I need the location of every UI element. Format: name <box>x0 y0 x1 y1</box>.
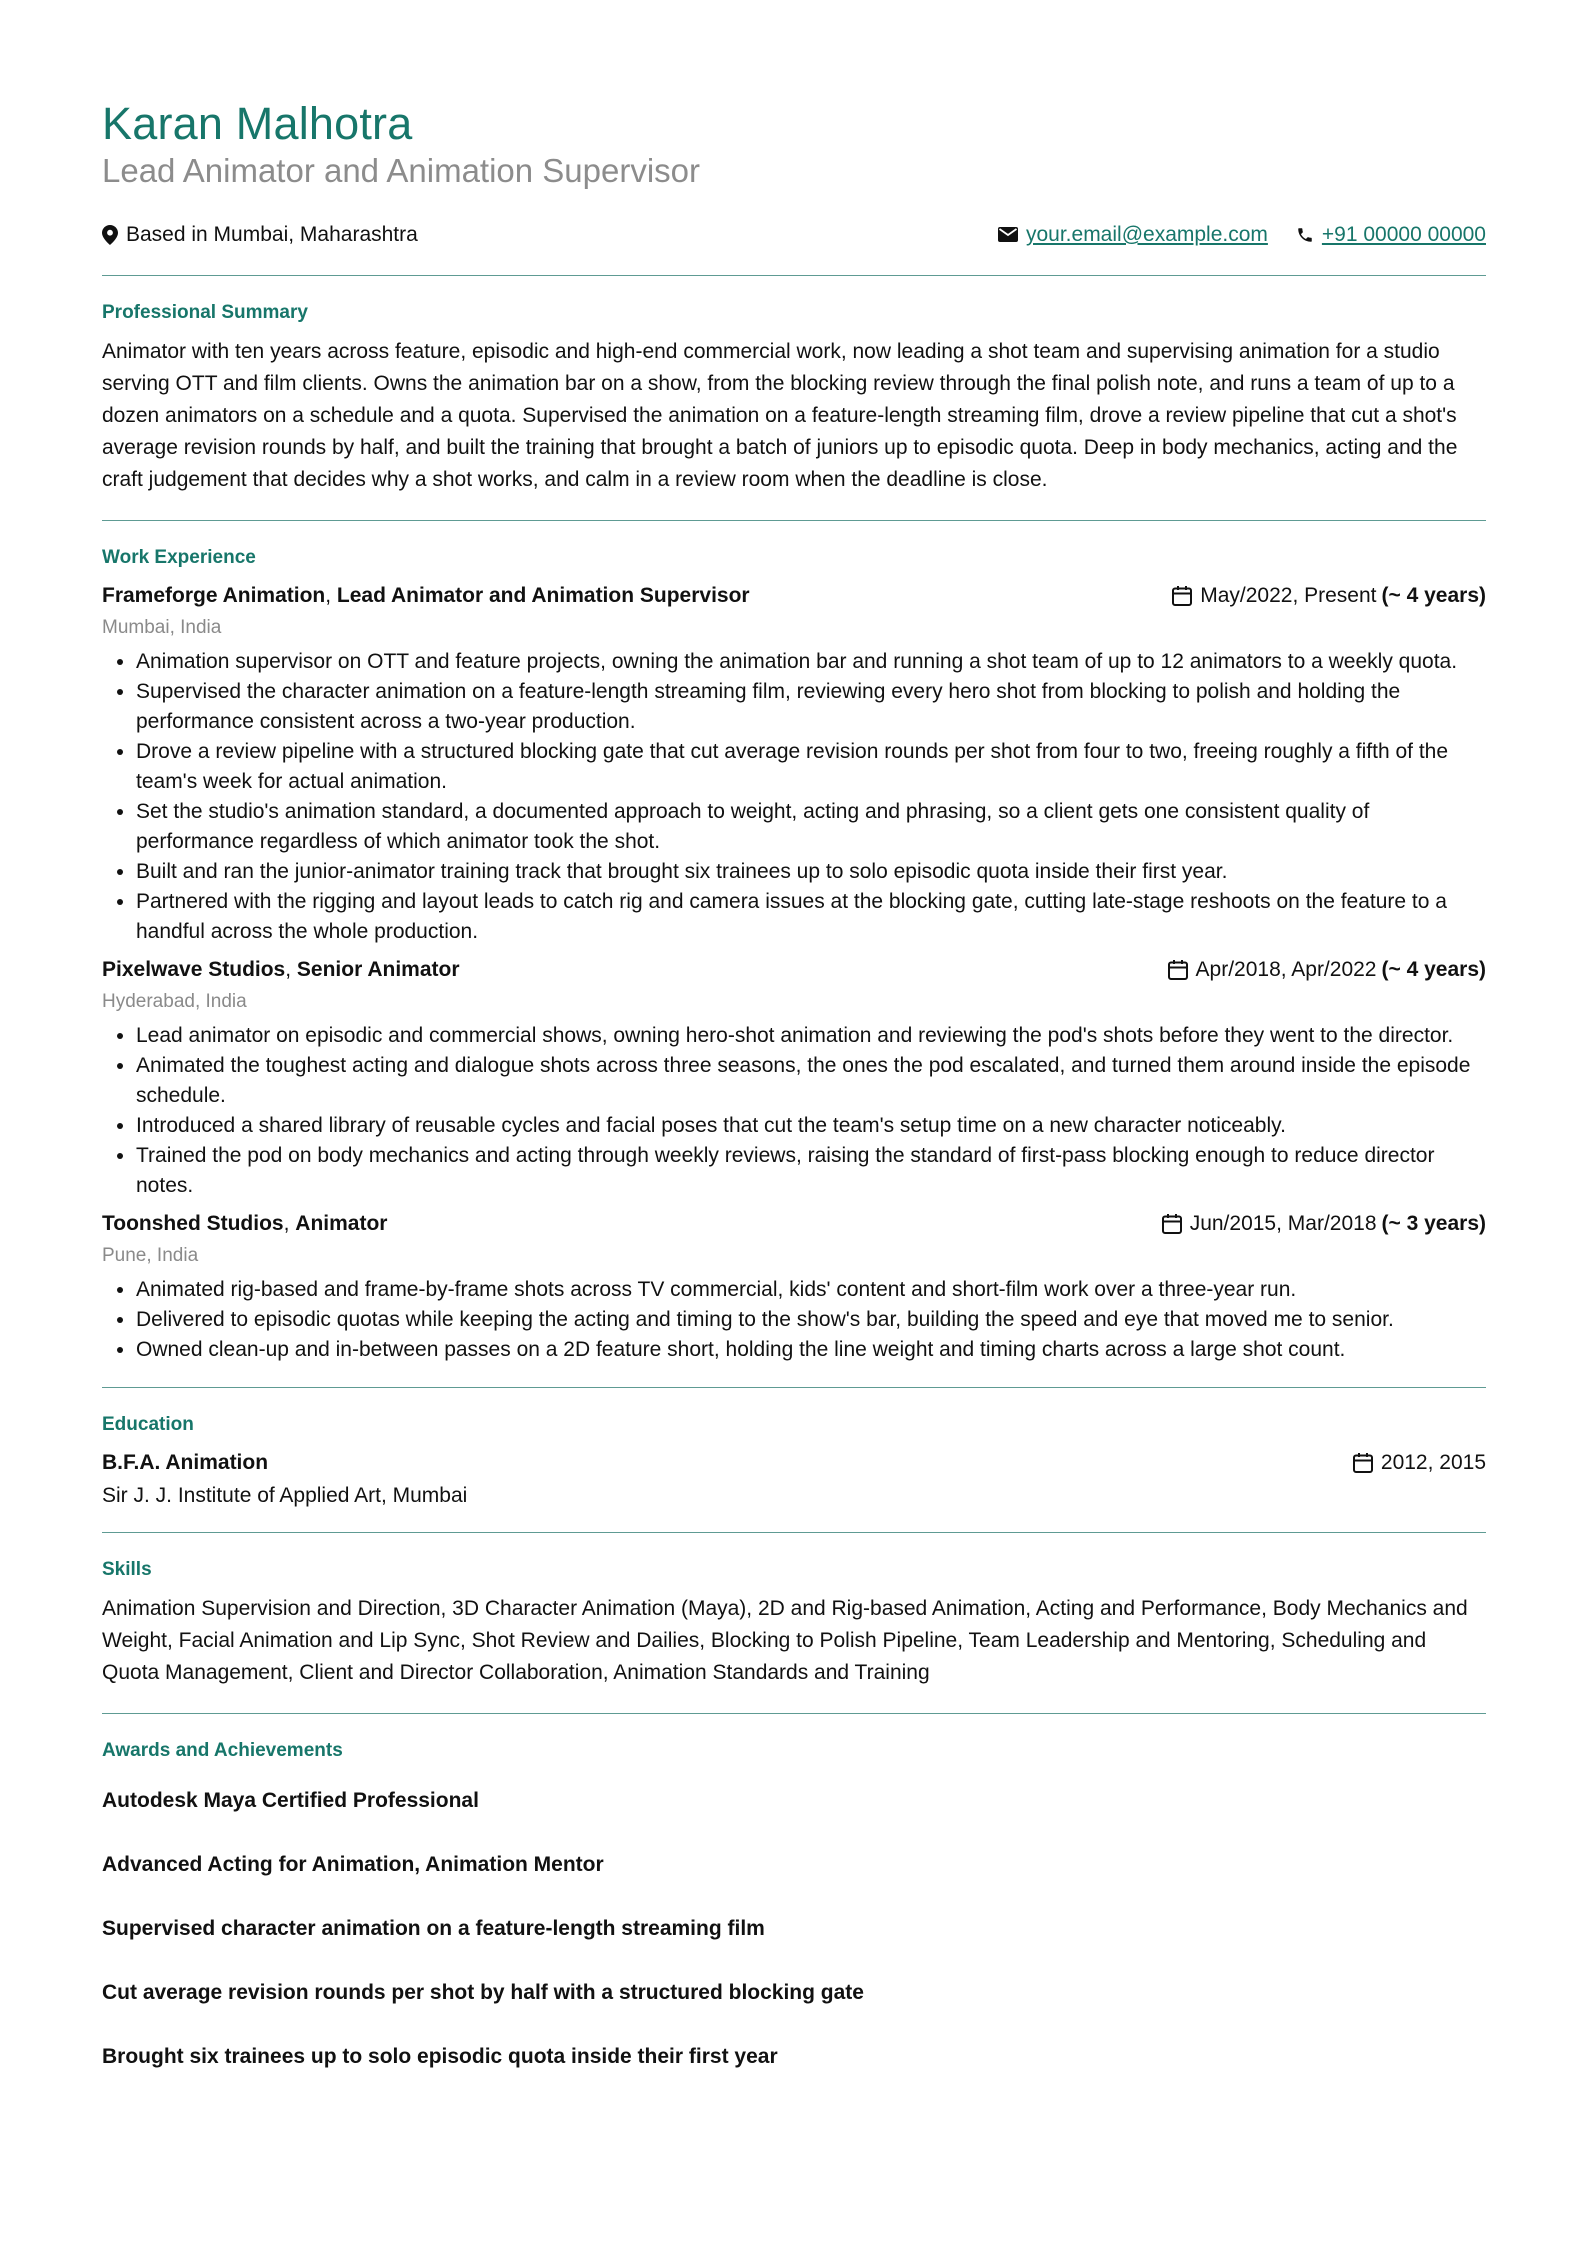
calendar-icon <box>1160 1212 1184 1236</box>
mail-icon <box>998 227 1018 242</box>
skills-text: Animation Supervision and Direction, 3D Character Animation (Maya), 2D and Rig-based Animation, Acting and Performance, Body Mechanics and Weight, Facial Animation and Lip Sync, Shot Review and Dailies, Blocking to Polish Pipeline, Team Leadership and Mentoring, Scheduling and Quota Management, Client and Director Collaboration, Animation Standards and Training <box>102 1596 1468 1684</box>
job-heading: Pixelwave Studios, Senior Animator <box>102 957 460 981</box>
list-item: • Drove a review pipeline with a structured blocking gate that cut average revision rounds per shot from four to two, freeing roughly a fifth of the team's week for actual animation. <box>136 737 1486 797</box>
phone-item <box>1296 223 1486 247</box>
experience-section <box>102 521 1486 1387</box>
job-heading: Toonshed Studios, Animator <box>102 1211 388 1235</box>
location-text: Based in Mumbai, Maharashtra <box>126 222 418 246</box>
job-location: Pune, India <box>102 1244 199 1266</box>
location-item <box>102 223 418 247</box>
company-name: Toonshed Studios <box>102 1211 284 1235</box>
list-item: • Trained the pod on body mechanics and acting through weekly reviews, raising the standard of first-pass blocking enough to reduce director notes. <box>136 1141 1486 1201</box>
calendar-icon <box>1166 958 1190 982</box>
date-range: Jun/2015, Mar/2018 <box>1189 1211 1377 1235</box>
degree: B.F.A. Animation <box>102 1450 269 1474</box>
job-dates <box>1170 584 1486 608</box>
skills-section <box>102 1533 1486 1713</box>
job-role: Senior Animator <box>296 957 460 981</box>
email-item <box>998 223 1268 247</box>
phone-icon <box>1296 226 1314 244</box>
calendar-icon <box>1170 584 1194 608</box>
date-range: 2012, 2015 <box>1380 1450 1486 1474</box>
job-location: Mumbai, India <box>102 616 222 638</box>
job-entry <box>102 955 1486 1201</box>
list-item: • Supervised the character animation on a feature-length streaming film, reviewing every hero shot from blocking to polish and holding the performance consistent across a two-year production. <box>136 677 1486 737</box>
job-heading: Frameforge Animation, Lead Animator and Animation Supervisor <box>102 583 750 607</box>
job-entry <box>102 581 1486 947</box>
job-role: Lead Animator and Animation Supervisor <box>336 583 750 607</box>
list-item: • Set the studio's animation standard, a documented approach to weight, acting and phrasing, so a client gets one consistent quality of performance regardless of which animator took the shot. <box>136 797 1486 857</box>
list-item: • Delivered to episodic quotas while keeping the acting and timing to the show's bar, building the speed and eye that moved me to senior. <box>136 1305 1486 1335</box>
phone-link[interactable]: +91 00000 00000 <box>1321 222 1486 246</box>
date-range: May/2022, Present <box>1200 583 1377 607</box>
list-item: • Introduced a shared library of reusable cycles and facial poses that cut the team's setup time on a new character noticeably. <box>136 1111 1486 1141</box>
section-title: Work Experience <box>102 546 256 568</box>
section-title: Skills <box>102 1558 152 1580</box>
company-name: Frameforge Animation <box>102 583 326 607</box>
list-item: • Partnered with the rigging and layout leads to catch rig and camera issues at the blocking gate, cutting late-stage reshoots on the feature to a handful across the whole production. <box>136 887 1486 947</box>
section-title: Awards and Achievements <box>102 1739 343 1761</box>
summary-section <box>102 276 1486 520</box>
candidate-name: Karan Malhotra <box>102 98 413 149</box>
school-name: Sir J. J. Institute of Applied Art, Mumbai <box>102 1483 468 1507</box>
summary-text: Animator with ten years across feature, episodic and high-end commercial work, now leading a shot team and supervising animation for a studio serving OTT and film clients. Owns the animation bar on a show, from the blocking review through the final polish note, and runs a team of up to a dozen animators on a schedule and a quota. Supervised the animation on a feature-length streaming film, drove a review pipeline that cut a shot's average revision rounds by half, and built the training that brought a batch of juniors up to episodic quota. Deep in body mechanics, acting and the craft judgement that decides why a shot works, and calm in a review room when the deadline is close. <box>102 339 1458 491</box>
company-name: Pixelwave Studios <box>102 957 286 981</box>
list-item: • Built and ran the junior-animator training track that brought six trainees up to solo episodic quota inside their first year. <box>136 857 1486 887</box>
list-item: • Animated the toughest acting and dialogue shots across three seasons, the ones the pod escalated, and turned them around inside the episode schedule. <box>136 1051 1486 1111</box>
education-section <box>102 1388 1486 1532</box>
award-item: Supervised character animation on a feature-length streaming film <box>102 1916 765 1940</box>
list-item: • Animated rig-based and frame-by-frame shots across TV commercial, kids' content and short-film work over a three-year run. <box>136 1275 1486 1305</box>
job-dates <box>1160 1212 1486 1236</box>
award-item: Autodesk Maya Certified Professional <box>102 1788 479 1812</box>
list-item: • Animation supervisor on OTT and feature projects, owning the animation bar and running a shot team of up to 12 animators to a weekly quota. <box>136 647 1486 677</box>
awards-section <box>102 1714 1486 2132</box>
job-bullets <box>102 1275 1486 1365</box>
section-title: Education <box>102 1413 194 1435</box>
job-bullets <box>102 647 1486 947</box>
list-item: • Owned clean-up and in-between passes on a 2D feature short, holding the line weight and timing charts across a large shot count. <box>136 1335 1486 1365</box>
award-item: Advanced Acting for Animation, Animation Mentor <box>102 1852 604 1876</box>
date-range: Apr/2018, Apr/2022 <box>1195 957 1377 981</box>
job-role: Animator <box>295 1211 388 1235</box>
candidate-title: Lead Animator and Animation Supervisor <box>102 152 701 190</box>
job-entry <box>102 1209 1486 1365</box>
job-location: Hyderabad, India <box>102 990 247 1012</box>
duration: (~ 4 years) <box>1381 957 1486 981</box>
email-link[interactable]: your.email@example.com <box>1025 222 1268 246</box>
education-dates <box>1351 1451 1486 1475</box>
job-dates <box>1166 958 1486 982</box>
section-title: Professional Summary <box>102 301 308 323</box>
map-pin-icon <box>102 225 118 245</box>
contact-row <box>102 221 1486 249</box>
duration: (~ 4 years) <box>1381 583 1486 607</box>
list-item: • Lead animator on episodic and commercial shows, owning hero-shot animation and reviewing the pod's shots before they went to the director. <box>136 1021 1486 1051</box>
award-item: Cut average revision rounds per shot by half with a structured blocking gate <box>102 1980 864 2004</box>
award-item: Brought six trainees up to solo episodic quota inside their first year <box>102 2044 778 2068</box>
duration: (~ 3 years) <box>1381 1211 1486 1235</box>
calendar-icon <box>1351 1451 1375 1475</box>
job-bullets <box>102 1021 1486 1201</box>
